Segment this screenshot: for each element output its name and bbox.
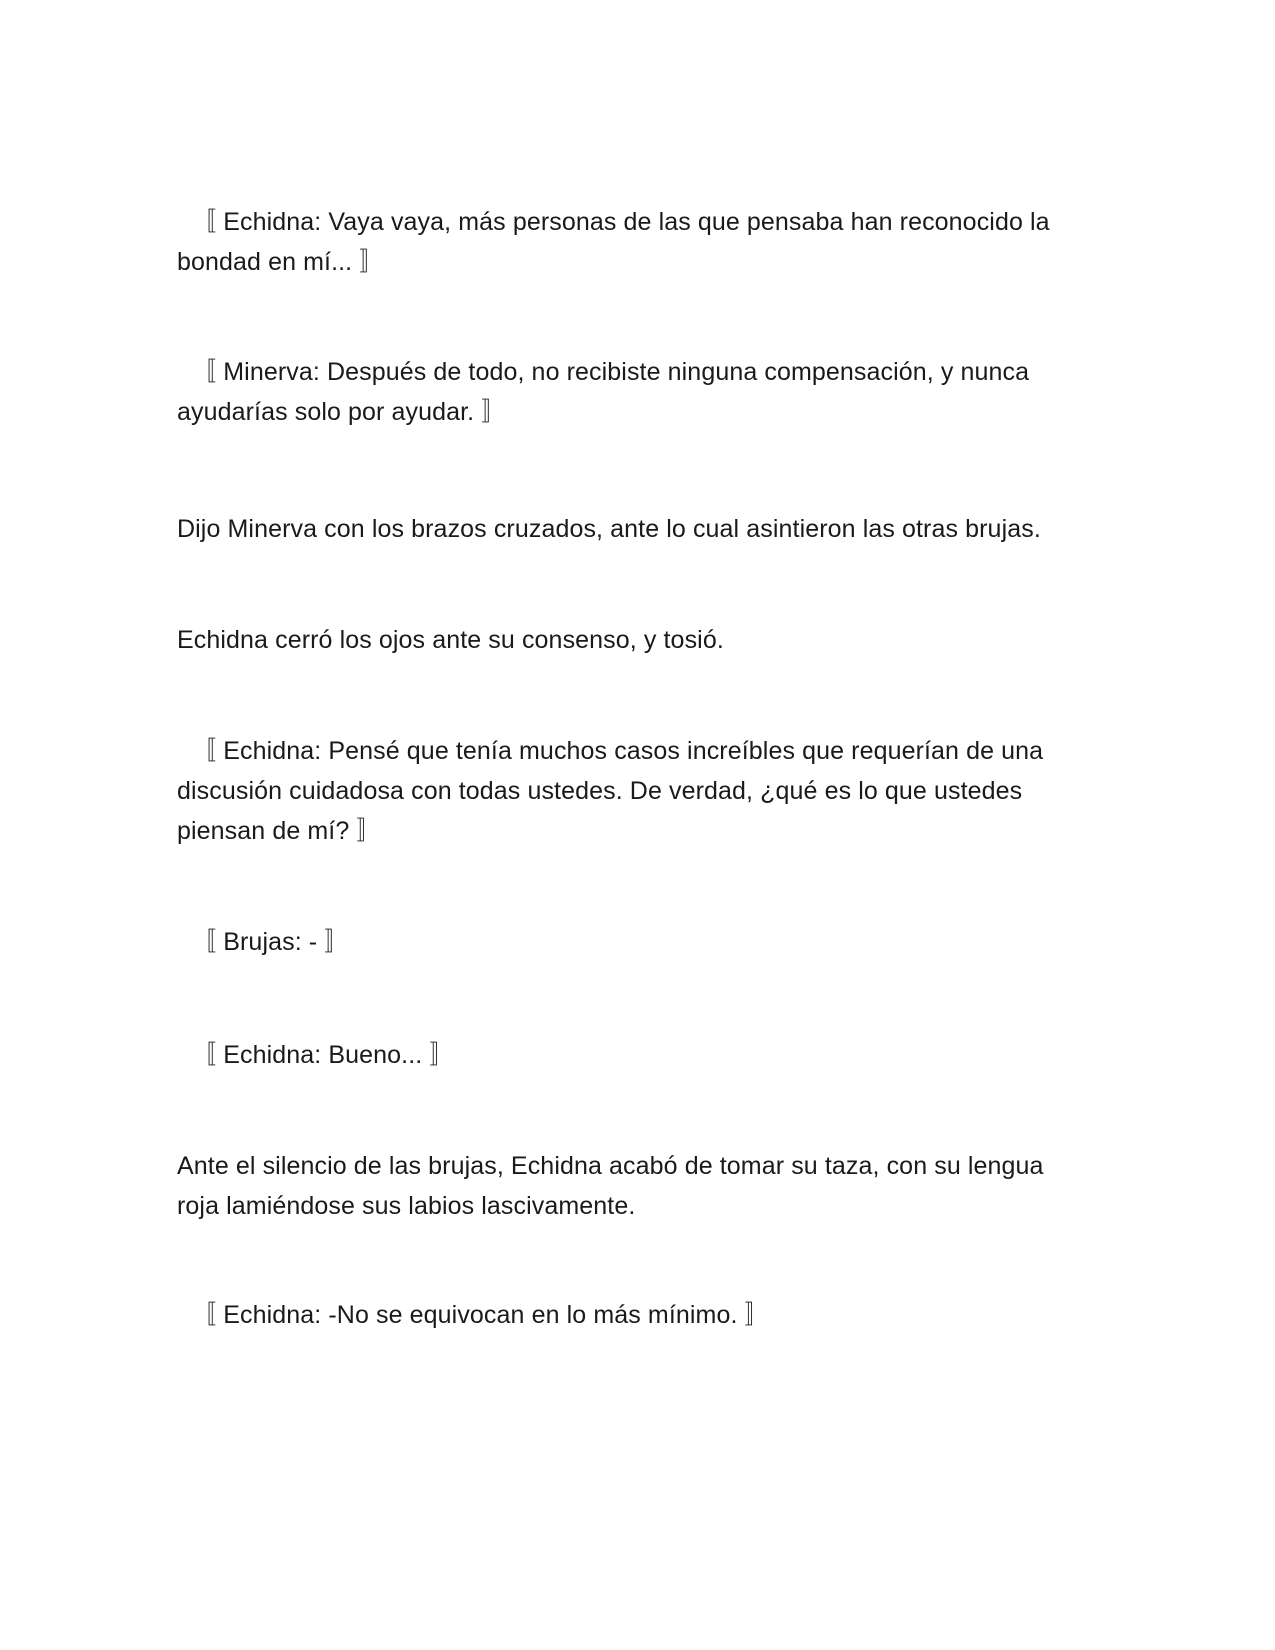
text-line: discusión cuidadosa con todas ustedes. De verdad, ¿qué es lo que ustedes [177, 777, 1023, 805]
dialogue-paragraph [177, 731, 1107, 851]
dialogue-paragraph [177, 922, 1107, 962]
narration-paragraph [177, 1146, 1107, 1226]
narration-paragraph [177, 509, 1107, 549]
text-line: 〚 Echidna: Bueno... 〛 [177, 1041, 455, 1069]
text-line: Echidna cerró los ojos ante su consenso, y tosió. [177, 626, 724, 654]
dialogue-paragraph [177, 202, 1107, 282]
text-line: ayudarías solo por ayudar. 〛 [177, 398, 507, 426]
dialogue-paragraph [177, 1295, 1107, 1335]
dialogue-paragraph [177, 1035, 1107, 1075]
text-line: Ante el silencio de las brujas, Echidna acabó de tomar su taza, con su lengua [177, 1152, 1044, 1180]
text-line: 〚 Echidna: -No se equivocan en lo más mínimo. 〛 [177, 1301, 770, 1329]
text-line: roja lamiéndose sus labios lascivamente. [177, 1192, 636, 1220]
text-line: bondad en mí... 〛 [177, 248, 385, 276]
text-line: 〚 Brujas: - 〛 [177, 928, 350, 956]
text-line: 〚 Echidna: Vaya vaya, más personas de las que pensaba han reconocido la [177, 208, 1050, 236]
text-line: Dijo Minerva con los brazos cruzados, ante lo cual asintieron las otras brujas. [177, 515, 1041, 543]
text-line: 〚 Minerva: Después de todo, no recibiste ninguna compensación, y nunca [177, 358, 1030, 386]
text-line: 〚 Echidna: Pensé que tenía muchos casos increíbles que requerían de una [177, 737, 1044, 765]
text-line: piensan de mí? 〛 [177, 817, 382, 845]
narration-paragraph [177, 620, 1107, 660]
dialogue-paragraph [177, 352, 1107, 432]
